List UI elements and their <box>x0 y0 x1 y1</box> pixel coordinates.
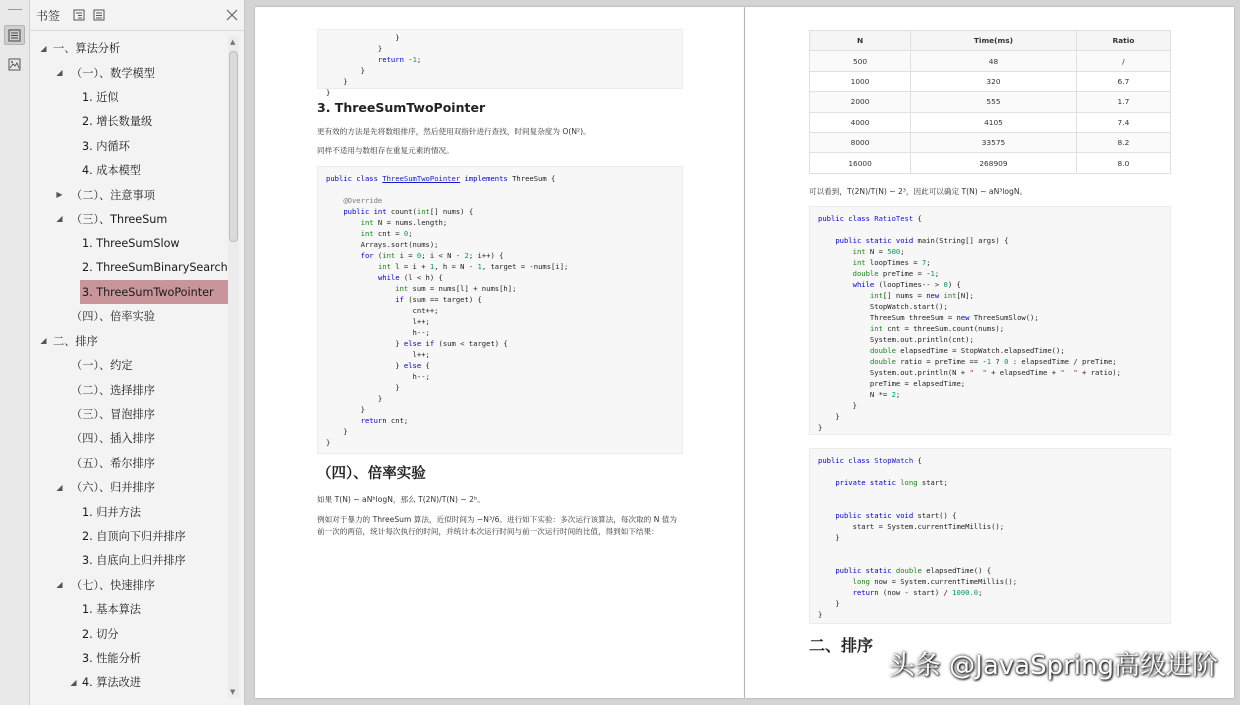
collapse-all-icon <box>93 9 105 21</box>
tree-item-label: 1. 基本算法 <box>82 603 141 617</box>
table-cell: 7.4 <box>1076 112 1170 132</box>
tree-item-label: 1. 近似 <box>82 90 119 104</box>
table-cell: 33575 <box>911 132 1077 152</box>
collapse-all-button[interactable] <box>93 9 105 21</box>
tree-item-label: （二）、选择排序 <box>71 383 155 397</box>
tree-item[interactable] <box>36 36 228 60</box>
image-icon <box>8 58 21 71</box>
expand-toggle[interactable]: ◢ <box>40 43 47 53</box>
table-cell: 320 <box>911 71 1077 91</box>
bookmark-tree <box>36 36 228 696</box>
tree-item[interactable] <box>36 451 228 475</box>
expand-toggle[interactable]: ◢ <box>56 68 63 78</box>
table-cell: 268909 <box>911 153 1077 173</box>
expand-toggle[interactable]: ▶ <box>56 190 63 200</box>
bookmarks-view-button[interactable] <box>4 25 25 45</box>
close-icon[interactable] <box>226 9 238 21</box>
panel-title: 书签 <box>36 8 61 23</box>
tree-item-label: （四）、倍率实验 <box>71 310 155 324</box>
table-cell: 8.0 <box>1076 153 1170 173</box>
tree-item-label: （六）、归并排序 <box>71 481 155 495</box>
tree-item[interactable] <box>36 60 228 84</box>
tree-item-label: 3. 性能分析 <box>82 651 141 665</box>
tree-item-selected[interactable] <box>80 280 228 304</box>
table-header-row <box>810 31 1171 51</box>
expand-toggle[interactable]: ◢ <box>70 677 77 687</box>
document-page-right <box>745 7 1234 698</box>
tree-item[interactable] <box>36 158 228 182</box>
expand-toggle[interactable]: ◢ <box>40 336 47 346</box>
table-cell: 500 <box>810 51 911 71</box>
paragraph: 例如对于暴力的 ThreeSum 算法，近似时间为 ~N³/6。进行如下实验：多次运行该算法，每次取的 N 值为前一次的两倍，统计每次执行的时间，并统计本次运行时间与前一次运行时间的比值，得到如下结果： <box>317 515 677 536</box>
tree-item[interactable] <box>36 646 228 670</box>
tree-item[interactable] <box>36 134 228 158</box>
tree-item-label: 3. 内循环 <box>82 139 130 153</box>
code-block-stopwatch: public class StopWatch { private static long start; public static void start() { start = System.currentTimeMillis(); } public static double elapsedTime() { long now = System.currentTimeMillis(); return (now - start) / 1000.0; } } <box>809 448 1171 624</box>
scroll-up-icon[interactable]: ▲ <box>230 38 236 46</box>
tree-item-label: 4. 成本模型 <box>82 164 141 178</box>
tree-item-label: 2. 自顶向下归并排序 <box>82 530 186 543</box>
table-row <box>810 71 1171 91</box>
grip-handle[interactable] <box>8 9 22 10</box>
tree-item[interactable] <box>36 475 228 499</box>
tree-item-label: 3. 自底向上归并排序 <box>82 554 186 568</box>
tree-item-label: （二）、注意事项 <box>71 188 155 202</box>
table-cell: 1000 <box>810 71 911 91</box>
paragraph: 如果 T(N) ~ aNᵇlogN，那么 T(2N)/T(N) ~ 2ᵇ。 <box>317 495 485 504</box>
code-block-ratio-test: public class RatioTest { public static void main(String[] args) { int N = 500; int loopTimes = 7; double preTime = -1; while (loopTimes-- > 0) { int[] nums = new int[N]; StopWatch.start(); ThreeSum threeSum = new ThreeSumSlow(); int cnt = threeSum.count(nums); System.out.println(cnt); double elapsedTime = StopWatch.elapsedTime(); double ratio = preTime == -1 ? 0 : elapsedTime / preTime; System.out.println(N + " " + elapsedTime + " " + ratio); preTime = elapsedTime; N *= 2; } } } <box>809 206 1171 435</box>
paragraph: 可以看到，T(2N)/T(N) ~ 2³，因此可以确定 T(N) ~ aN³logN。 <box>809 187 1028 196</box>
table-cell: 4000 <box>810 112 911 132</box>
expand-toggle[interactable]: ◢ <box>56 580 63 590</box>
expand-toggle[interactable]: ◢ <box>56 482 63 492</box>
table-cell: 555 <box>911 92 1077 112</box>
tree-item[interactable] <box>36 353 228 377</box>
tree-item[interactable] <box>36 499 228 523</box>
table-row <box>810 132 1171 152</box>
tree-item[interactable] <box>36 670 228 694</box>
tree-item-label: 1. ThreeSumSlow <box>82 236 180 250</box>
tree-item-label: （三）、ThreeSum <box>71 212 168 226</box>
bookmarks-panel <box>30 0 245 705</box>
code-block-threesum-two-pointer: public class ThreeSumTwoPointer implements ThreeSum { @Override public int count(int[] nums) { int N = nums.length; int cnt = 0; Arrays.sort(nums); for (int i = 0; i < N - 2; i++) { int l = i + 1, h = N - 1, target = -nums[i]; while (l < h) { int sum = nums[l] + nums[h]; if (sum == target) { cnt++; l++; h--; } else if (sum < target) { l++; } else { h--; } } } return cnt; } } <box>317 166 683 454</box>
tree-item[interactable] <box>36 548 228 572</box>
table-cell: 48 <box>911 51 1077 71</box>
table-row <box>810 51 1171 71</box>
expand-all-icon <box>73 9 85 21</box>
tree-item[interactable] <box>36 182 228 206</box>
scroll-down-icon[interactable]: ▼ <box>230 688 236 696</box>
table-cell: 4105 <box>911 112 1077 132</box>
side-toolbar <box>0 0 30 705</box>
tree-scrollbar[interactable] <box>228 36 239 698</box>
table-cell: 1.7 <box>1076 92 1170 112</box>
expand-toggle[interactable]: ◢ <box>56 214 63 224</box>
tree-item-label: （四）、插入排序 <box>71 432 155 446</box>
tree-item[interactable] <box>36 207 228 231</box>
tree-item[interactable] <box>36 402 228 426</box>
code-block-threesum-end: } } return -1; } } } <box>317 29 683 89</box>
ratio-table <box>809 30 1171 174</box>
tree-item-label: （一）、数学模型 <box>71 66 155 80</box>
thumbnails-view-button[interactable] <box>4 54 25 74</box>
tree-item-label: 2. 切分 <box>82 627 119 641</box>
tree-item-label: 4. 算法改进 <box>82 676 141 690</box>
section-heading: （四）、倍率实验 <box>317 466 426 482</box>
paragraph: 更有效的方法是先将数组排序，然后使用双指针进行查找，时间复杂度为 O(N²)。 <box>317 127 591 136</box>
tree-item[interactable] <box>36 524 228 548</box>
tree-item-label: 3. ThreeSumTwoPointer <box>82 285 214 299</box>
bookmark-list-icon <box>8 29 21 42</box>
tree-item-label: （五）、希尔排序 <box>71 456 155 470</box>
tree-item-label: 2. ThreeSumBinarySearch <box>82 261 228 275</box>
tree-item-label: 1. 归并方法 <box>82 505 141 519</box>
paragraph: 同样不适用与数组存在重复元素的情况。 <box>317 146 454 155</box>
column-header: N <box>810 31 911 51</box>
table-cell: 8000 <box>810 132 911 152</box>
table-cell: 16000 <box>810 153 911 173</box>
tree-item[interactable] <box>36 377 228 401</box>
section-heading: 3. ThreeSumTwoPointer <box>317 100 486 115</box>
table-row <box>810 153 1171 173</box>
tree-item[interactable] <box>36 573 228 597</box>
tree-item-label: （七）、快速排序 <box>71 578 155 592</box>
tree-item[interactable] <box>36 426 228 450</box>
table-row <box>810 112 1171 132</box>
table-cell: 6.7 <box>1076 71 1170 91</box>
column-header: Time(ms) <box>911 31 1077 51</box>
tree-item-label: 2. 增长数量级 <box>82 115 153 129</box>
tree-item-label: （一）、约定 <box>71 359 133 373</box>
watermark: 头条 @JavaSpring高级进阶 <box>888 651 1218 681</box>
tree-item[interactable] <box>36 621 228 645</box>
tree-item-label: 一、算法分析 <box>53 42 121 56</box>
tree-item-label: （三）、冒泡排序 <box>71 408 155 422</box>
tree-item[interactable] <box>36 109 228 133</box>
document-page-left <box>255 7 744 698</box>
tree-item-label: 二、排序 <box>53 334 98 348</box>
scroll-thumb[interactable] <box>229 51 238 242</box>
column-header: Ratio <box>1076 31 1170 51</box>
tree-item[interactable] <box>36 85 228 109</box>
table-cell: / <box>1076 51 1170 71</box>
tree-item[interactable] <box>36 329 228 353</box>
expand-all-button[interactable] <box>73 9 85 21</box>
table-cell: 8.2 <box>1076 132 1170 152</box>
table-row <box>810 92 1171 112</box>
table-cell: 2000 <box>810 92 911 112</box>
panel-header <box>30 0 244 31</box>
tree-item[interactable] <box>36 597 228 621</box>
tree-item[interactable] <box>36 256 228 280</box>
tree-item[interactable] <box>36 231 228 255</box>
tree-item[interactable] <box>36 304 228 328</box>
section-heading: 二、排序 <box>809 636 874 655</box>
